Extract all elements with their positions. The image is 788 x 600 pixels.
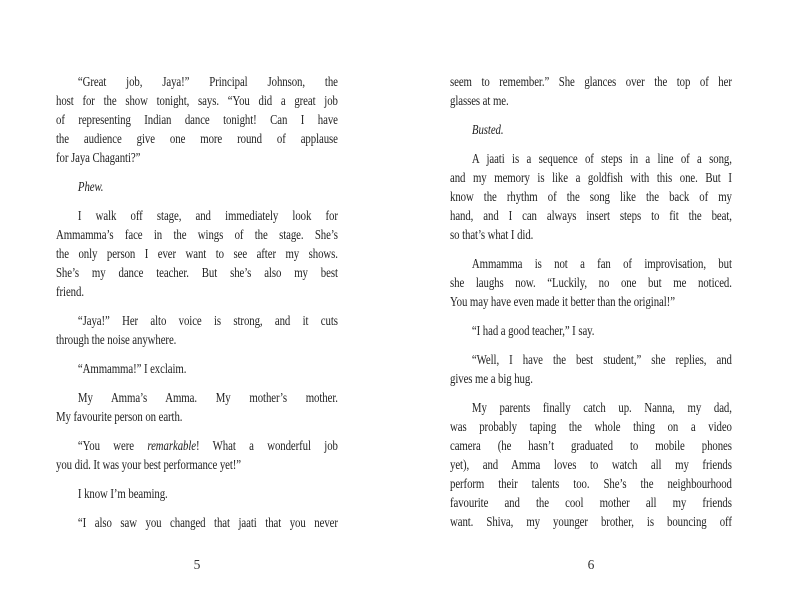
text-line <box>450 493 732 512</box>
body-text: the only person I ever want to see after my shows. <box>56 246 338 261</box>
left-page-text <box>56 72 338 532</box>
text-line <box>56 359 338 378</box>
paragraph <box>56 484 338 503</box>
text-line <box>56 436 338 455</box>
body-text: for Jaya Chaganti?” <box>56 150 141 165</box>
body-text: was probably taping the whole thing on a video <box>450 419 732 434</box>
body-text: My Amma’s Amma. My mother’s mother. <box>77 390 338 405</box>
body-text: you did. It was your best performance yet!” <box>56 457 242 472</box>
paragraph <box>56 359 338 378</box>
italic-text: remarkable <box>147 438 196 453</box>
body-text: She’s my dance teacher. But she’s also my best <box>56 265 338 280</box>
text-line <box>56 148 338 167</box>
text-line <box>450 369 732 388</box>
paragraph <box>56 72 338 167</box>
body-text: want. Shiva, my younger brother, is bouncing off <box>450 514 732 529</box>
body-text: friend. <box>56 284 84 299</box>
paragraph <box>450 149 732 244</box>
italic-text: Busted. <box>471 122 504 137</box>
paragraph <box>450 254 732 311</box>
body-text: gives me a big hug. <box>450 371 533 386</box>
paragraph <box>450 72 732 110</box>
body-text: A jaati is a sequence of steps in a line of a song, <box>471 151 732 166</box>
body-text: camera (he hasn’t graduated to mobile phones <box>450 438 732 453</box>
text-line <box>56 263 338 282</box>
text-line <box>450 474 732 493</box>
body-text: she laughs now. “Luckily, no one but me noticed. <box>450 275 732 290</box>
body-text: of representing Indian dance tonight! Can I have <box>56 112 338 127</box>
paragraph <box>56 206 338 301</box>
text-line <box>56 311 338 330</box>
body-text: My parents finally catch up. Nanna, my dad, <box>471 400 732 415</box>
body-text: know the rhythm of the song like the back of my <box>450 189 732 204</box>
text-line <box>450 398 732 417</box>
body-text: “Ammamma!” I exclaim. <box>77 361 187 376</box>
body-text: the audience give one more round of applause <box>56 131 338 146</box>
body-text: favourite and the cool mother all my friends <box>450 495 732 510</box>
paragraph <box>56 311 338 349</box>
paragraph <box>450 120 732 139</box>
paragraph <box>56 436 338 474</box>
left-page-number: 5 <box>193 557 201 572</box>
body-text: so that’s what I did. <box>450 227 534 242</box>
text-line <box>450 187 732 206</box>
paragraph <box>450 350 732 388</box>
right-page <box>394 0 788 600</box>
text-line <box>450 321 732 340</box>
text-line <box>450 455 732 474</box>
text-line <box>450 350 732 369</box>
text-line <box>56 91 338 110</box>
text-line <box>56 513 338 532</box>
body-text: Ammamma’s face in the wings of the stage. She’s <box>56 227 338 242</box>
body-text: “Jaya!” Her alto voice is strong, and it cuts <box>77 313 338 328</box>
text-line <box>56 244 338 263</box>
paragraph <box>56 513 338 532</box>
text-line <box>450 273 732 292</box>
text-line <box>56 177 338 196</box>
text-line <box>450 254 732 273</box>
body-text: ! What a wonderful job <box>195 438 338 453</box>
body-text: You may have even made it better than the original!” <box>450 294 675 309</box>
text-line <box>450 120 732 139</box>
text-line <box>56 455 338 474</box>
text-line <box>450 225 732 244</box>
paragraph <box>450 321 732 340</box>
text-line <box>56 225 338 244</box>
right-page-number: 6 <box>587 557 595 572</box>
text-line <box>450 91 732 110</box>
text-line <box>450 72 732 91</box>
text-line <box>56 407 338 426</box>
paragraph <box>56 177 338 196</box>
body-text: perform their talents too. She’s the neighbourhood <box>450 476 732 491</box>
text-line <box>56 72 338 91</box>
paragraph <box>56 388 338 426</box>
text-line <box>450 292 732 311</box>
body-text: yet), and Amma loves to watch all my friends <box>450 457 732 472</box>
body-text: “Great job, Jaya!” Principal Johnson, the <box>77 74 338 89</box>
text-line <box>450 417 732 436</box>
italic-text: Phew. <box>77 179 104 194</box>
body-text: through the noise anywhere. <box>56 332 177 347</box>
text-line <box>56 129 338 148</box>
text-line <box>56 330 338 349</box>
body-text: I walk off stage, and immediately look for <box>77 208 338 223</box>
body-text: “I also saw you changed that jaati that you never <box>77 515 338 530</box>
body-text: My favourite person on earth. <box>56 409 183 424</box>
text-line <box>450 436 732 455</box>
body-text: “You were <box>77 438 148 453</box>
text-line <box>56 282 338 301</box>
body-text: seem to remember.” She glances over the top of her <box>450 74 732 89</box>
paragraph <box>450 398 732 531</box>
body-text: I know I’m beaming. <box>77 486 168 501</box>
body-text: hand, and I can always insert steps to fit the beat, <box>450 208 732 223</box>
body-text: glasses at me. <box>450 93 509 108</box>
text-line <box>56 388 338 407</box>
body-text: “Well, I have the best student,” she replies, and <box>471 352 732 367</box>
right-page-text <box>450 72 732 531</box>
text-line <box>56 206 338 225</box>
body-text: host for the show tonight, says. “You did a great job <box>56 93 338 108</box>
text-line <box>450 168 732 187</box>
body-text: and my memory is like a goldfish with this one. But I <box>450 170 732 185</box>
text-line <box>450 206 732 225</box>
text-line <box>56 110 338 129</box>
text-line <box>450 149 732 168</box>
text-line <box>450 512 732 531</box>
body-text: Ammamma is not a fan of improvisation, but <box>471 256 732 271</box>
text-line <box>56 484 338 503</box>
body-text: “I had a good teacher,” I say. <box>471 323 595 338</box>
